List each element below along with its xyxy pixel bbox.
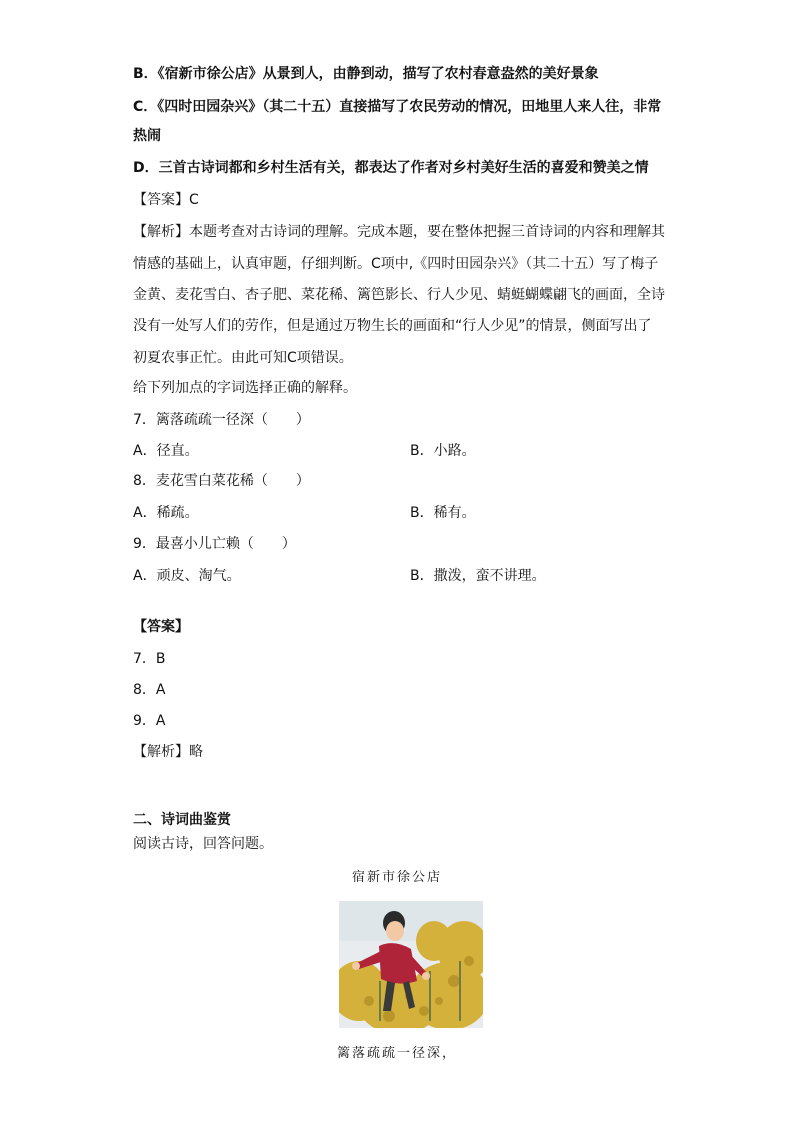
question-8-stem: 8．麦花雪白菜花稀（ ）	[133, 473, 310, 489]
group-answer-item-7: 7．B	[133, 651, 166, 667]
question-8-option-a: A．稀疏。	[133, 505, 199, 521]
option-b-text: B．《宿新市徐公店》从景到人，由静到动，描写了农村春意盎然的美好景象	[133, 66, 599, 82]
question-9-option-b: B．撒泼，蛮不讲理。	[410, 568, 546, 584]
group-answer-heading: 【答案】	[133, 619, 189, 635]
analysis-line-5: 初夏农事正忙。由此可知C项错误。	[133, 350, 353, 366]
option-c-text-line2: 热闹	[133, 128, 161, 144]
section-2-instruction: 阅读古诗，回答问题。	[133, 836, 273, 852]
analysis-line-2: 情感的基础上，认真审题，仔细判断。C项中,《四时田园杂兴》（其二十五）写了梅子	[133, 256, 659, 272]
girl-chasing-butterfly-illustration	[339, 901, 483, 1028]
section-2-heading: 二、诗词曲鉴赏	[133, 812, 231, 828]
poem-title: 宿新市徐公店	[351, 870, 442, 885]
answer-label: 【答案】C	[133, 192, 199, 208]
analysis-line-1: 【解析】本题考查对古诗词的理解。完成本题，要在整体把握三首诗词的内容和理解其	[133, 224, 665, 240]
group-answer-item-8: 8．A	[133, 682, 166, 698]
question-7-stem: 7．篱落疏疏一径深（ ）	[133, 412, 310, 428]
question-7-option-b: B．小路。	[410, 443, 476, 459]
group-analysis: 【解析】略	[133, 744, 203, 760]
question-8-option-b: B．稀有。	[410, 505, 476, 521]
question-7-option-a: A．径直。	[133, 443, 199, 459]
group-answer-item-9: 9．A	[133, 713, 166, 729]
question-9-option-a: A．顽皮、淘气。	[133, 568, 241, 584]
question-9-stem: 9．最喜小儿亡赖（ ）	[133, 536, 296, 552]
poem-line-1: 篱落疏疏一径深，	[336, 1046, 457, 1061]
option-c-text-line1: C．《四时田园杂兴》（其二十五）直接描写了农民劳动的情况，田地里人来人往，非常	[133, 99, 662, 115]
analysis-line-3: 金黄、麦花雪白、杏子肥、菜花稀、篱笆影长、行人少见、蜻蜓蝴蝶翩飞的画面，全诗	[133, 287, 665, 303]
option-d-text: D．三首古诗词都和乡村生活有关，都表达了作者对乡村美好生活的喜爱和赞美之情	[133, 160, 649, 176]
analysis-line-4: 没有一处写人们的劳作，但是通过万物生长的画面和“行人少见”的情景，侧面写出了	[133, 318, 652, 334]
group-instruction: 给下列加点的字词选择正确的解释。	[133, 380, 357, 396]
